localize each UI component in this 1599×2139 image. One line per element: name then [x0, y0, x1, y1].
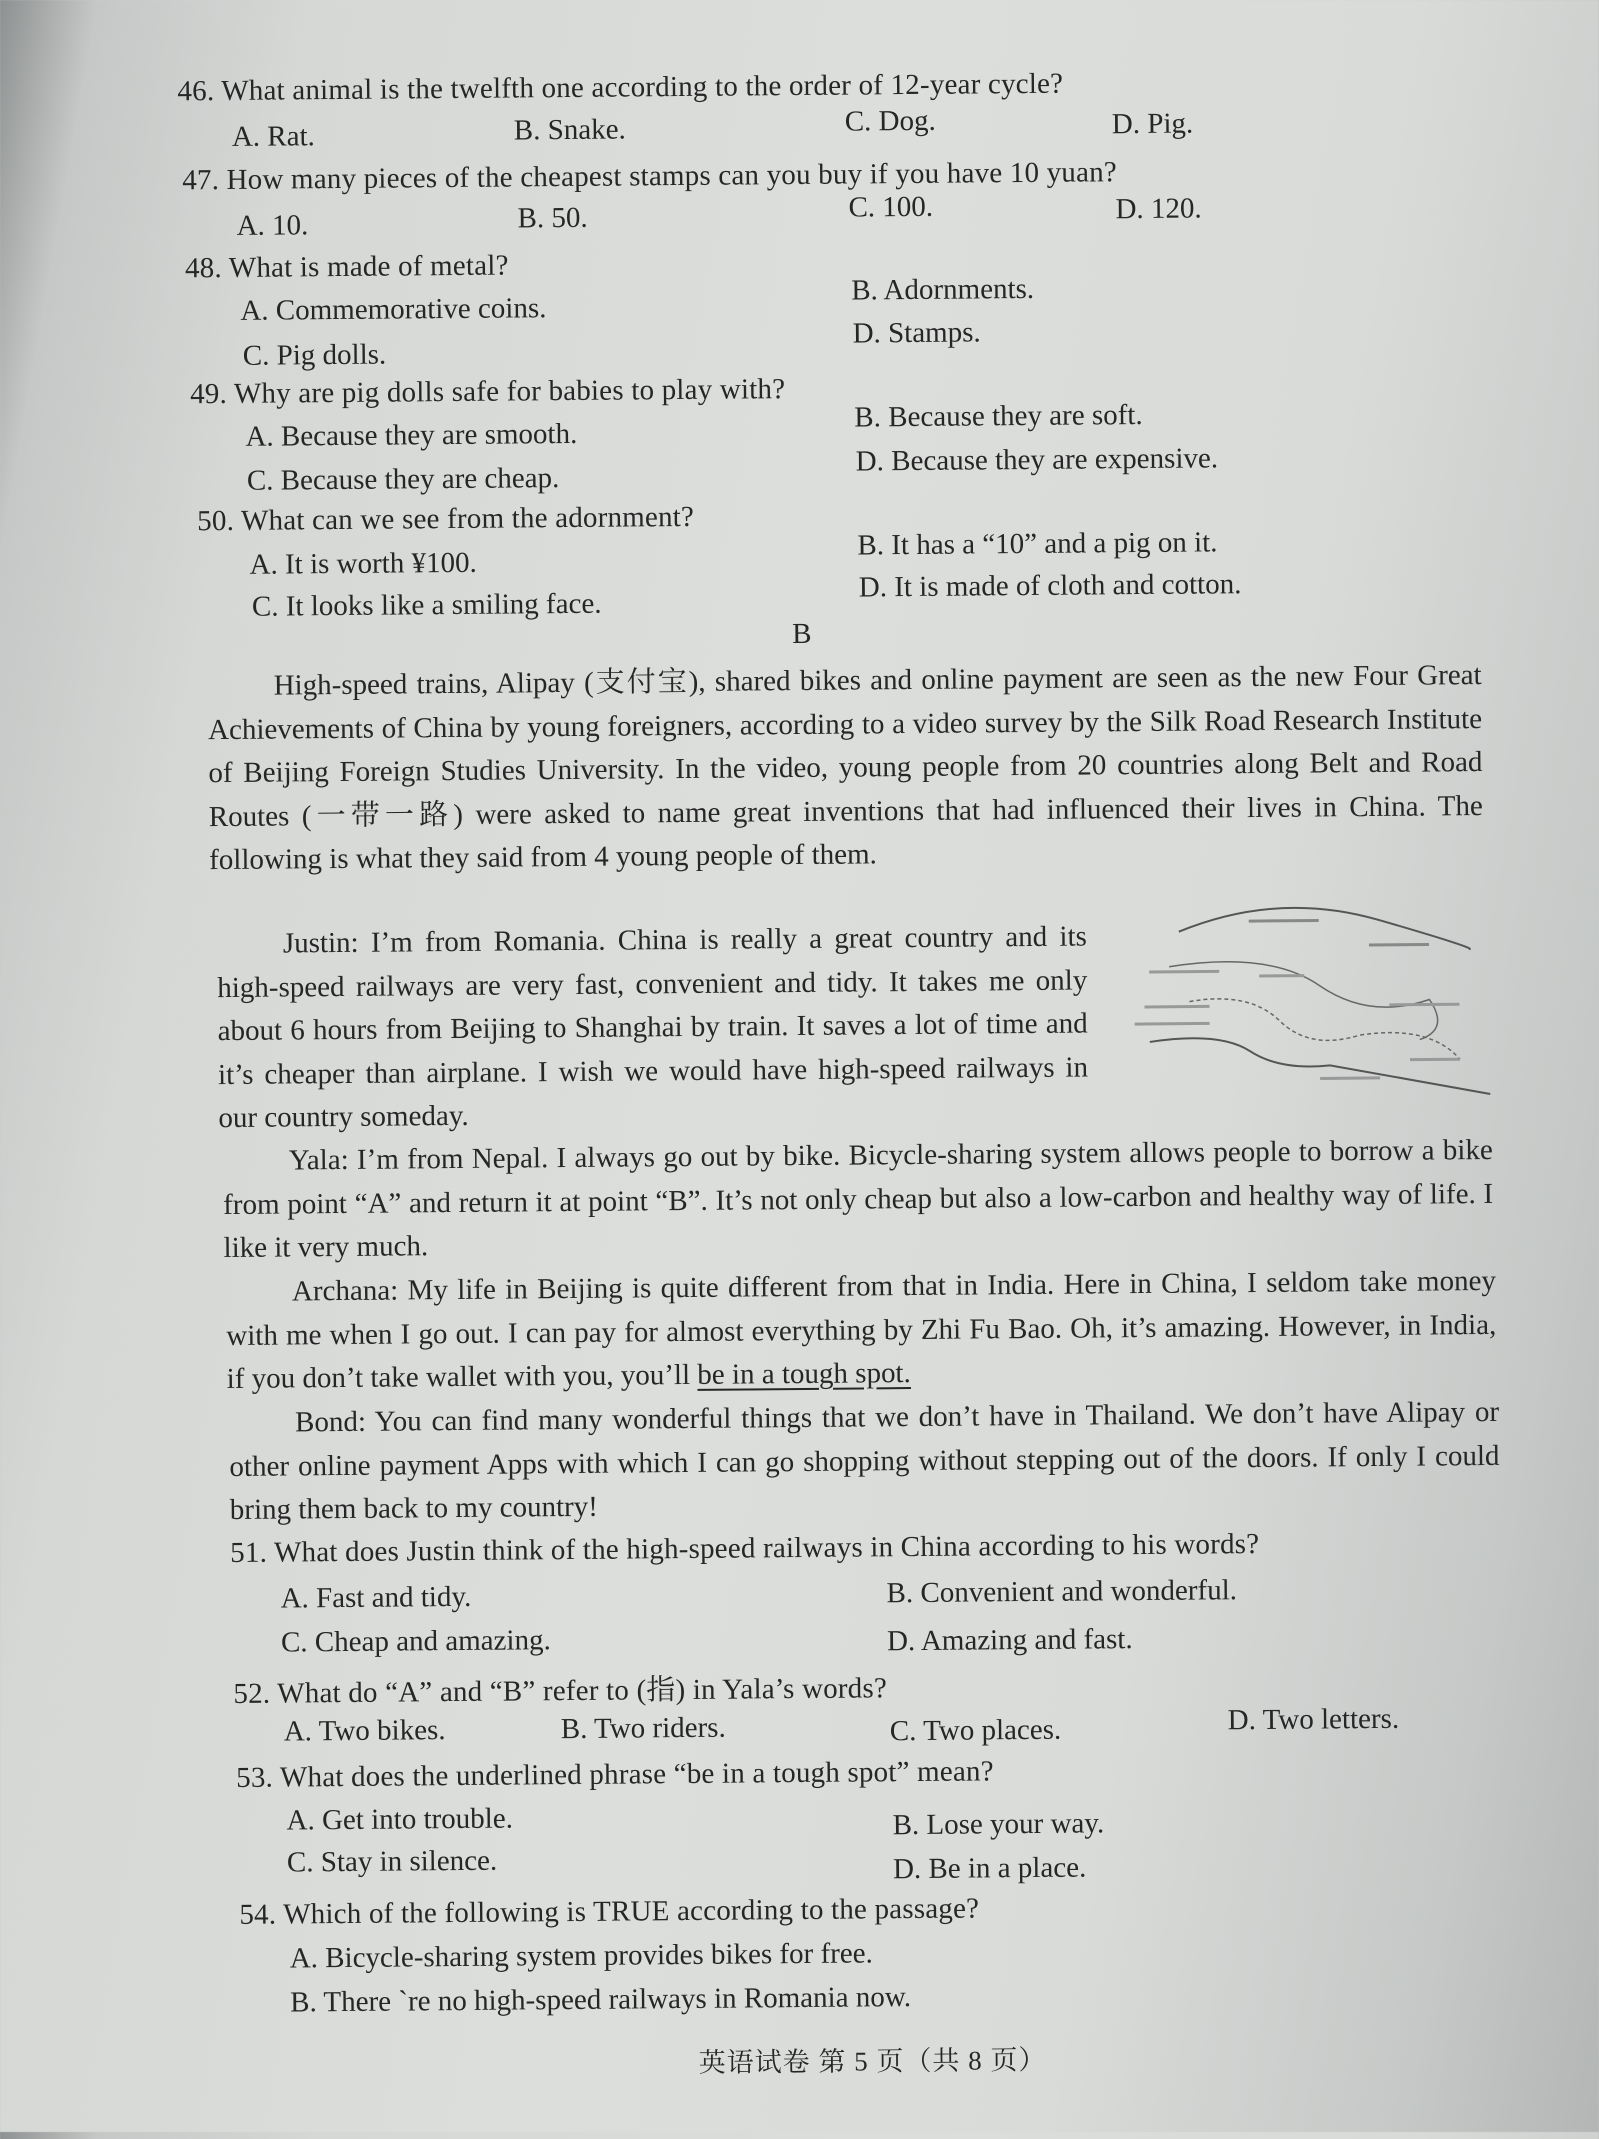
q48-option-b: B. Adornments. — [851, 273, 1034, 308]
q46-option-c: C. Dog. — [845, 105, 936, 139]
paragraph-justin: Justin: I’m from Romania. China is really a great country and its high-speed railways are very fast, convenient and tidy. It takes me only about 6 hours from Beijing to Shanghai by train. It saves a lot of time and it’s cheaper than airplane. I wish we would have high-speed railways in our country someday. — [217, 915, 1089, 1140]
q54-option-a: A. Bicycle-sharing system provides bikes for free. — [290, 1937, 873, 1975]
paragraph-bond: Bond: You can find many wonderful things that we don’t have in Thailand. We don’t have Alipay or other online payment Apps with which I can go shopping without stepping out of the doors. If only I could bring them back to my country! — [229, 1391, 1500, 1533]
q54-option-b: B. There `re no high-speed railways in Romania now. — [290, 1981, 911, 2019]
belt-road-map-figure — [1128, 889, 1492, 1102]
q47-option-d: D. 120. — [1115, 192, 1201, 226]
q48-option-d: D. Stamps. — [852, 316, 980, 350]
page-footer: 英语试卷 第 5 页（共 8 页） — [699, 2038, 1047, 2080]
q53-option-c: C. Stay in silence. — [287, 1845, 498, 1880]
q52-option-c: C. Two places. — [890, 1714, 1062, 1748]
q48-option-a: A. Commemorative coins. — [240, 292, 546, 328]
question-46: 46. What animal is the twelfth one according to the order of 12-year cycle? — [177, 68, 1063, 109]
q51-option-a: A. Fast and tidy. — [280, 1581, 471, 1616]
question-53: 53. What does the underlined phrase “be in a tough spot” mean? — [236, 1755, 994, 1795]
q52-option-b: B. Two riders. — [561, 1712, 726, 1746]
q49-option-b: B. Because they are soft. — [854, 399, 1143, 435]
q46-option-b: B. Snake. — [514, 113, 626, 147]
q53-option-b: B. Lose your way. — [892, 1807, 1104, 1842]
question-48: 48. What is made of metal? — [185, 250, 509, 286]
q52-option-a: A. Two bikes. — [284, 1714, 446, 1748]
underlined-phrase: be in a tough spot. — [697, 1357, 911, 1391]
section-b-label: B — [792, 618, 812, 651]
q47-option-a: A. 10. — [237, 209, 309, 243]
question-51: 51. What does Justin think of the high-speed railways in China according to his words? — [230, 1528, 1259, 1570]
q51-option-d: D. Amazing and fast. — [887, 1623, 1133, 1658]
q50-option-c: C. It looks like a smiling face. — [252, 588, 602, 624]
q52-option-d: D. Two letters. — [1228, 1703, 1400, 1737]
question-49: 49. Why are pig dolls safe for babies to play with? — [190, 373, 785, 411]
q53-option-d: D. Be in a place. — [893, 1852, 1087, 1887]
q50-option-b: B. It has a “10” and a pig on it. — [857, 526, 1217, 562]
question-52: 52. What do “A” and “B” refer to (指) in Yala’s words? — [233, 1665, 887, 1712]
q49-option-c: C. Because they are cheap. — [247, 462, 560, 498]
question-47: 47. How many pieces of the cheapest stamps can you buy if you have 10 yuan? — [182, 156, 1117, 197]
q49-option-d: D. Because they are expensive. — [856, 442, 1219, 478]
q47-option-c: C. 100. — [848, 191, 933, 225]
q51-option-b: B. Convenient and wonderful. — [886, 1574, 1237, 1610]
q50-option-d: D. It is made of cloth and cotton. — [859, 568, 1242, 604]
q53-option-a: A. Get into trouble. — [286, 1803, 513, 1838]
q49-option-a: A. Because they are smooth. — [245, 418, 577, 454]
q46-option-a: A. Rat. — [232, 120, 315, 154]
archana-text: Archana: My life in Beijing is quite different from that in India. Here in China, I seldom take money with me when I go out. I can pay for almost everything by Zhi Fu Bao. Oh, it’s amazing. However, in India, if you don’t take wallet with you, you’ll — [226, 1265, 1496, 1395]
paragraph-archana — [226, 1260, 1497, 1402]
question-54: 54. Which of the following is TRUE according to the passage? — [239, 1892, 979, 1931]
q47-option-b: B. 50. — [517, 202, 587, 236]
q50-option-a: A. It is worth ¥100. — [249, 547, 476, 582]
paragraph-yala: Yala: I’m from Nepal. I always go out by bike. Bicycle-sharing system allows people to borrow a bike from point “A” and return it at point “B”. It’s not only cheap but also a low-carbon and healthy way of life. I like it very much. — [223, 1129, 1494, 1271]
section-b-intro: High-speed trains, Alipay (支付宝), shared bikes and online payment are seen as the new Four Great Achievements of China by young foreigners, according to a video survey by the Silk Road Research Institute of Beijing Foreign Studies University. In the video, young people from 20 countries along Belt and Road Routes (一带一路) were asked to name great inventions that had influenced their lives in China. The following is what they said from 4 young people of them. — [207, 654, 1483, 883]
question-50: 50. What can we see from the adornment? — [197, 501, 694, 538]
q51-option-c: C. Cheap and amazing. — [281, 1624, 551, 1659]
q46-option-d: D. Pig. — [1112, 108, 1194, 142]
q48-option-c: C. Pig dolls. — [243, 339, 387, 373]
